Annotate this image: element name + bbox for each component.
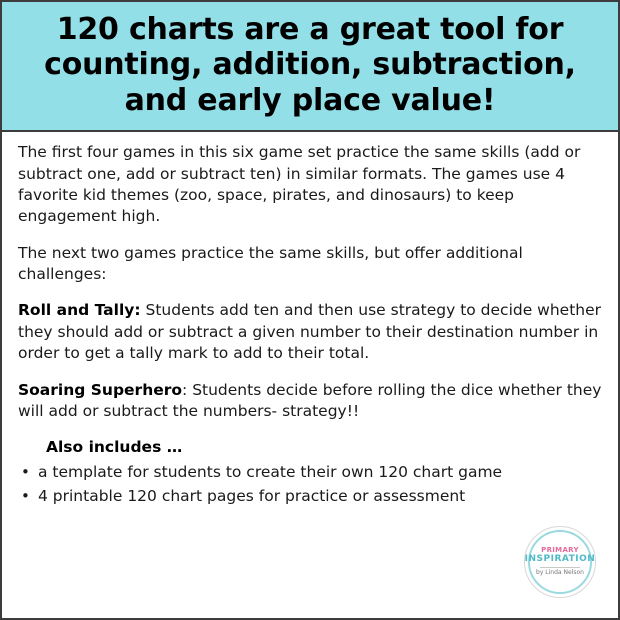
page-title-line-2: counting, addition, subtraction, xyxy=(44,47,576,83)
list-item: • 4 printable 120 chart pages for practice or assessment xyxy=(18,486,604,507)
paragraph-roll-and-tally xyxy=(18,300,604,364)
paragraph-intro: The first four games in this six game set practice the same skills (add or subtract one, add or subtract ten) in similar formats. The games use 4 favorite kid themes (zoo, space, pirates, and dinosaurs) to keep engagement high. xyxy=(18,143,581,226)
body-content xyxy=(2,132,618,507)
list-item: • a template for students to create their own 120 chart game xyxy=(18,462,604,483)
page-title xyxy=(10,12,610,118)
logo-top-text: PRIMARY xyxy=(541,546,579,555)
logo-mid-text: INSPIRATION xyxy=(524,554,596,565)
also-includes-heading: Also includes … xyxy=(46,438,183,457)
brand-logo xyxy=(524,526,596,598)
roll-and-tally-label: Roll and Tally: xyxy=(18,301,141,320)
paragraph-next-two-games: The next two games practice the same skills, but offer additional challenges: xyxy=(18,243,523,284)
page-title-line-3: and early place value! xyxy=(124,82,496,118)
paragraph-soaring-superhero xyxy=(18,380,604,423)
soaring-superhero-text: : Students decide before rolling the dice whether they will add or subtract the numbers- strategy!! xyxy=(18,380,602,420)
includes-list xyxy=(18,462,604,507)
header-banner xyxy=(2,2,618,132)
roll-and-tally-text: Students add ten and then use strategy to decide whether they should add or subtract a given number to their destination number in order to get a tally mark to add to their total. xyxy=(18,301,602,363)
soaring-superhero-label: Soaring Superhero xyxy=(18,380,183,399)
page-title-line-1: 120 charts are a great tool for xyxy=(56,12,564,47)
logo-bottom-text: by Linda Nelson xyxy=(536,568,584,576)
logo-divider xyxy=(540,567,580,568)
